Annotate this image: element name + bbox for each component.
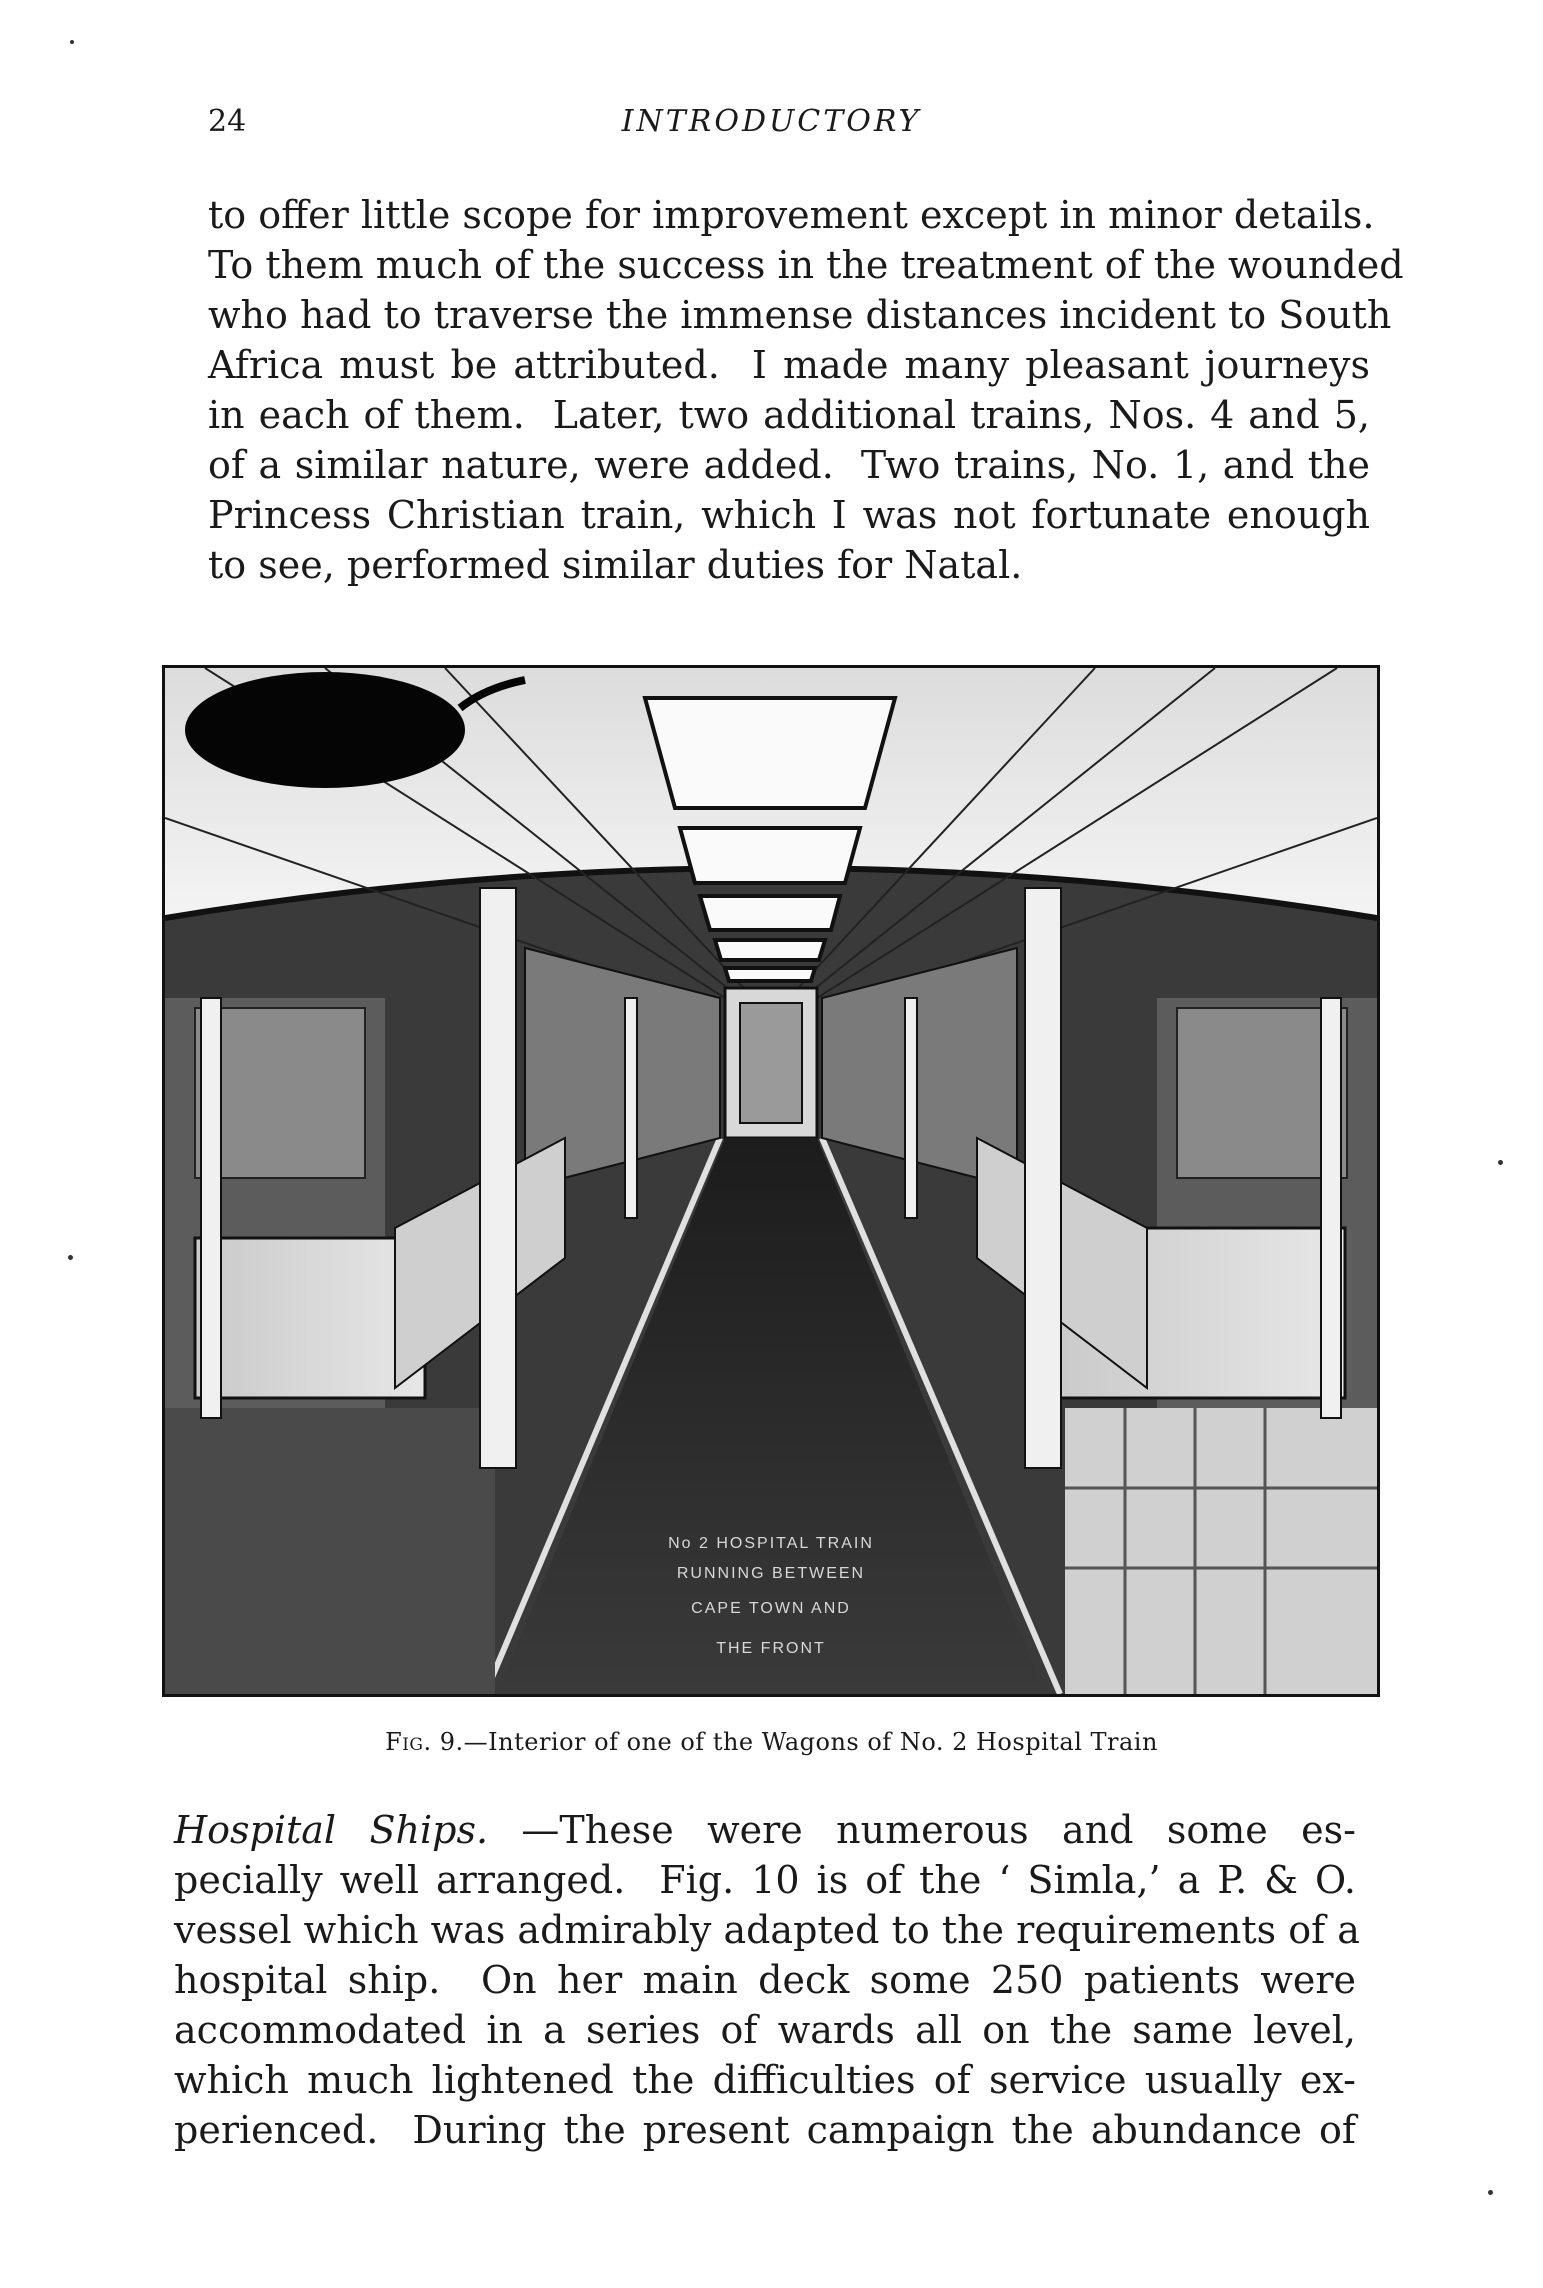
text-line: to see, performed similar duties for Natal. (208, 543, 1023, 587)
text-line: vessel which was admirably adapted to the requirements of a (174, 1908, 1360, 1952)
scan-speck (70, 40, 74, 44)
sign-line: RUNNING BETWEEN (676, 1565, 866, 1582)
text-line: accommodated in a series of wards all on the same level, (174, 2008, 1356, 2052)
figure-caption-text: —Interior of one of the Wagons of No. 2 Hospital Train (463, 1728, 1158, 1756)
text-line: perienced. During the present campaign the abundance of (174, 2108, 1356, 2152)
scan-speck (1488, 2190, 1493, 2195)
text-line: in each of them. Later, two additional trains, Nos. 4 and 5, (208, 393, 1370, 437)
text-line: of a similar nature, were added. Two trains, No. 1, and the (208, 443, 1370, 487)
hospital-train-photo (162, 665, 1380, 1697)
heading-continuation: —These were numerous and some es- (488, 1808, 1357, 1852)
figure-caption (0, 1728, 1543, 1756)
sign-line: CAPE TOWN AND (691, 1600, 851, 1617)
scan-speck (68, 1255, 73, 1260)
text-line: which much lightened the difficulties of service usually ex- (174, 2058, 1356, 2102)
paragraph-bottom (174, 1805, 1360, 2155)
text-line: pecially well arranged. Fig. 10 is of the ‘ Simla,’ a P. & O. (174, 1858, 1356, 1902)
page-number: 24 (208, 104, 247, 139)
figure-label: Fig. 9. (385, 1728, 464, 1756)
text-line: hospital ship. On her main deck some 250 patients were (174, 1958, 1356, 2002)
text-line: to offer little scope for improvement except in minor details. (208, 193, 1375, 237)
running-head: INTRODUCTORY (621, 104, 922, 139)
sign-line: No 2 HOSPITAL TRAIN (668, 1535, 874, 1552)
text-line: Africa must be attributed. I made many pleasant journeys (208, 343, 1370, 387)
text-line: Princess Christian train, which I was not fortunate enough (208, 493, 1370, 537)
text-line (174, 1805, 1356, 1855)
scan-speck (1498, 1160, 1503, 1165)
text-line: who had to traverse the immense distances incident to South (208, 293, 1392, 337)
text-line: To them much of the success in the treatment of the wounded (208, 243, 1404, 287)
sign-line: THE FRONT (716, 1640, 826, 1657)
paragraph-top (208, 190, 1404, 590)
section-heading: Hospital Ships. (174, 1808, 489, 1852)
